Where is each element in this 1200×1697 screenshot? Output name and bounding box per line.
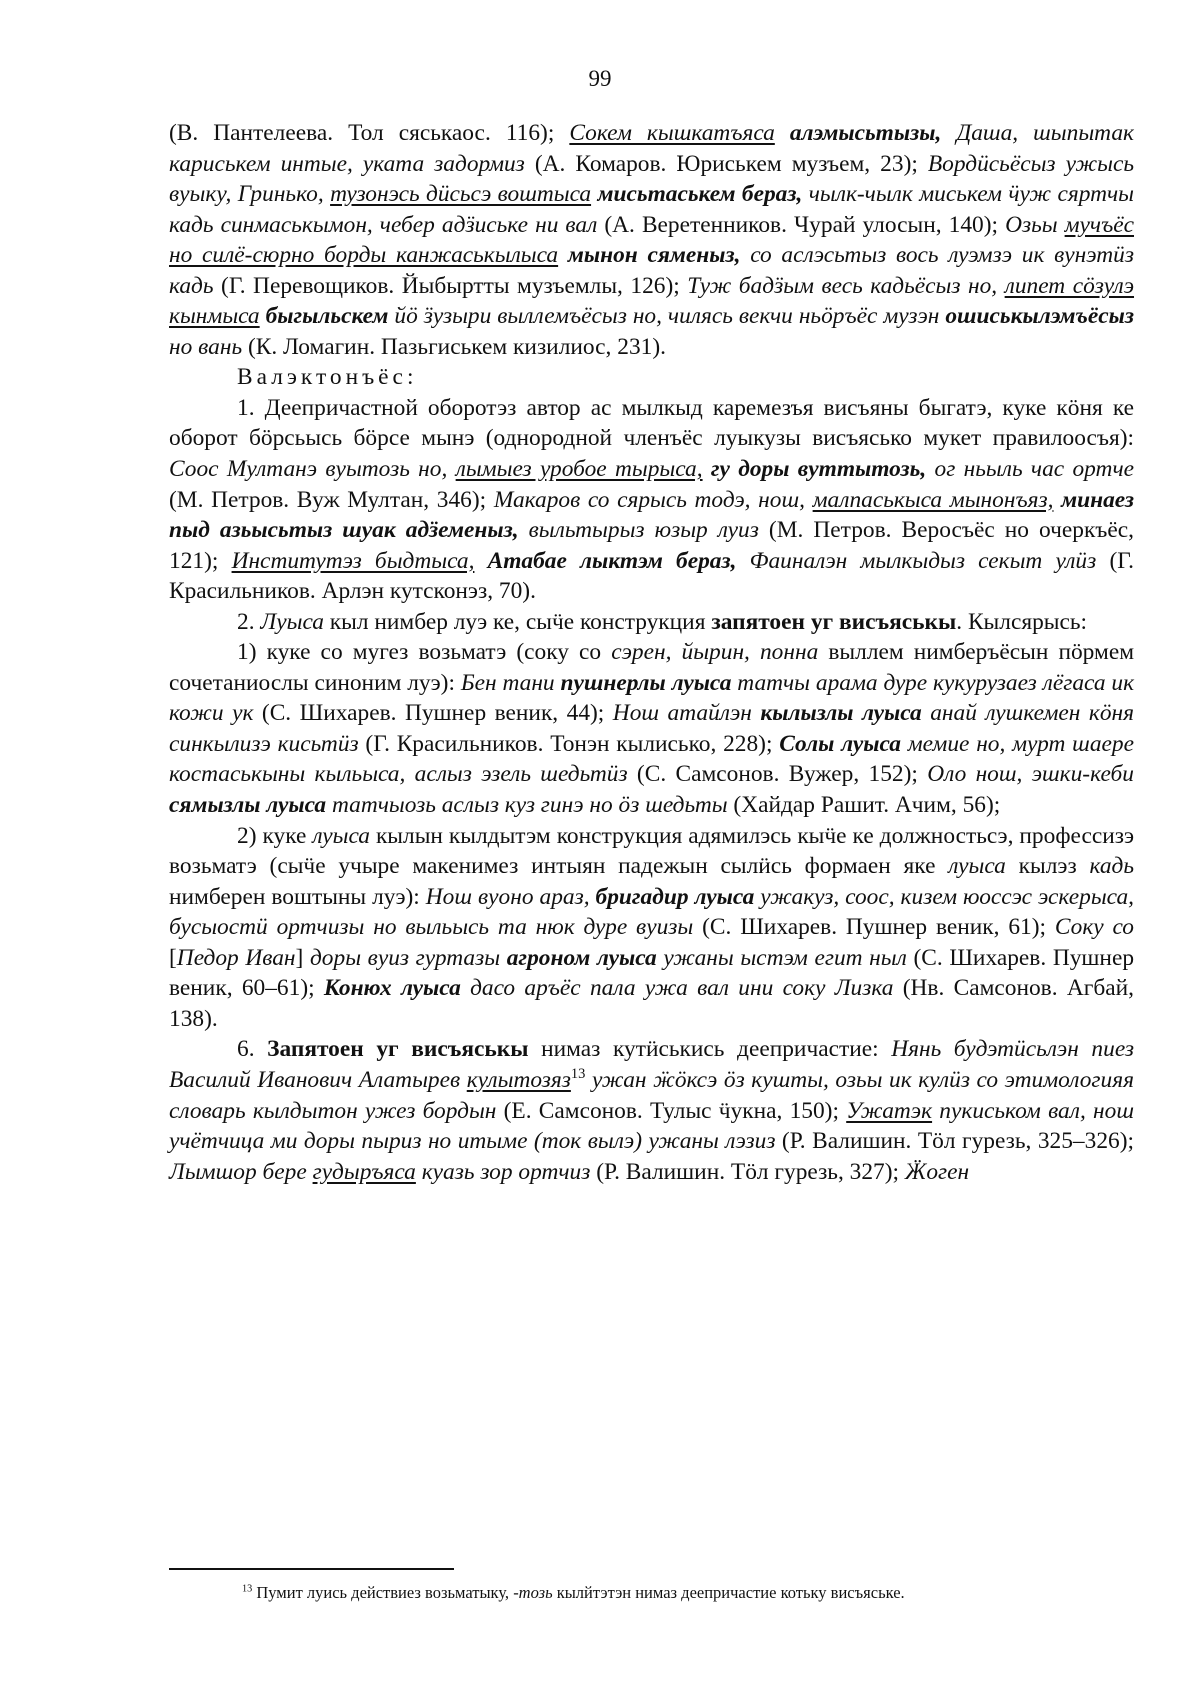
text-segment: Запятоен уг висъяськы: [267, 1036, 529, 1063]
text-segment: Валэктонъёс:: [237, 364, 418, 391]
text-segment: пушнерлы луыса: [560, 669, 732, 696]
text-segment: (А. Веретенников. Чурай улосын, 140);: [597, 211, 1006, 238]
paragraph-2-2: [169, 821, 1134, 1035]
text-segment: но вань: [169, 333, 243, 360]
text-segment: (Г. Красильников. Арлэн кутсконэз, 70).: [169, 547, 1134, 605]
text-segment: [775, 120, 790, 146]
text-segment: (М. Петров. Веросъёс но очеркъёс, 121);: [169, 517, 1135, 574]
text-segment: Солы луыса: [779, 730, 901, 757]
text-segment: ужан ӝӧксэ ӧз кушты, озьы ик кулӥз со этимологияя словарь кылдытон ужез бордын: [169, 1066, 1134, 1124]
text-segment: быгыльскем: [265, 303, 389, 330]
text-segment: (А. Комаров. Юриськем музъем, 23);: [524, 150, 928, 177]
text-segment: куазь зор ортчиз: [415, 1158, 591, 1185]
footnote-text-before: Пумит луись действиез возьматыку,: [252, 1583, 514, 1602]
text-segment: татчы арама дуре кукурузаез лёгаса ик кожи ук: [169, 669, 1135, 727]
text-segment: нимберен воштыны луэ):: [169, 883, 426, 910]
text-segment: (Г. Перевощиков. Йыбыртты музъемлы, 126);: [213, 272, 688, 299]
text-segment: Туж бадӟым весь кадьёсыз но,: [687, 272, 1005, 299]
text-segment: Озьы: [1005, 211, 1065, 238]
body-text: [169, 118, 1134, 1187]
text-segment: Нош атайлэн: [612, 700, 761, 727]
text-segment: Соку со: [1054, 914, 1134, 941]
text-segment: Даша, шыпытак кариськем интые, уката задормиз: [169, 120, 1134, 177]
continuation-paragraph: [169, 118, 1134, 362]
paragraph-1: [169, 393, 1134, 607]
page-number: 99: [588, 66, 612, 91]
text-segment: мисьтаськем бераз,: [597, 181, 803, 208]
text-segment: выльтырыз юзыр луиз: [518, 517, 759, 544]
text-segment: (Е. Самсонов. Тулыс ӵукна, 150);: [496, 1097, 847, 1124]
text-segment: кадь: [1089, 853, 1134, 880]
text-segment: гу доры вуттытозь,: [710, 456, 927, 483]
text-segment: чылк-чылк миськем ӵуж сяртчы кадь синмаськымон, чебер адӟиське ни вал: [169, 181, 1134, 238]
footnote-marker: 13: [242, 1583, 253, 1595]
text-segment: (Хайдар Рашит. Ачим, 56);: [727, 792, 1001, 819]
text-segment: сямызлы луыса: [169, 792, 327, 819]
text-segment: ошиськылэмъёсыз: [945, 303, 1134, 330]
text-segment: (С. Шихарев. Пушнер веник, 44);: [253, 700, 613, 727]
footnote-text-after: кылйтэтэн нимаз деепричастие котьку висъяське.: [552, 1583, 905, 1602]
text-segment: 2.: [237, 608, 261, 635]
text-segment: Бен тани: [460, 669, 561, 696]
text-segment: Ужатэк: [846, 1097, 933, 1124]
footnote-divider: [169, 1568, 454, 1570]
paragraph-2: [169, 607, 1134, 638]
text-segment: (К. Ломагин. Пазьгиськем кизилиос, 231).: [242, 333, 666, 360]
text-segment: минаез пыд азьысьтыз шуак адӟеменыз,: [169, 486, 1135, 544]
text-segment: кылызлы луыса: [760, 700, 922, 727]
text-segment: Соос Мултанэ вуытозь но,: [169, 456, 456, 483]
text-segment: доры вуиз гуртазы: [309, 944, 507, 971]
text-segment: 1) куке со мугез возьматэ (соку со: [237, 639, 612, 666]
text-segment: сэрен, йырин, понна: [611, 639, 819, 666]
text-segment: ]: [295, 944, 310, 971]
text-segment: (Р. Валишин. Тӧл гурезь, 327);: [590, 1158, 905, 1185]
text-segment: тузонэсь дӥсьсэ воштыса: [330, 181, 592, 208]
text-segment: Ӝоген: [904, 1158, 970, 1185]
text-segment: Нянь будэтӥсьлэн пиез Василий Иванович Алатырев: [169, 1036, 1135, 1093]
text-segment: [703, 456, 711, 482]
text-segment: Фаиналэн мылкыдыз секыт улӥз: [736, 547, 1097, 574]
text-segment: бригадир луыса: [595, 883, 755, 910]
text-segment: лымыез уробое тырыса,: [455, 456, 703, 483]
text-segment: агроном луыса: [506, 944, 657, 971]
text-segment: Институтэз быдтыса,: [231, 547, 475, 574]
footnote-text-italic: -тозь: [513, 1583, 553, 1602]
text-segment: со аслэсьтыз вось луэмзэ ик вунэтӥз кадь: [169, 242, 1134, 299]
text-segment: Лымшор бере: [169, 1158, 313, 1185]
text-segment: (Нв. Самсонов. Агбай, 138).: [169, 975, 1134, 1032]
text-segment: липет сӧзулэ кынмыса: [169, 272, 1135, 330]
text-segment: Вордӥсьёсыз ужысь вуыку, Гринько,: [169, 150, 1134, 208]
text-segment: малпаськыса мынонъяз,: [812, 486, 1054, 513]
text-segment: кулытозяз: [466, 1066, 571, 1093]
text-segment: 1. Деепричастной оборотэз автор ас мылкыд каремезъя висъяны быгатэ, куке кӧня ке оборот бӧрсьысь бӧрсе мынэ (однородной членъёс луыкузы висъясько мукет правилоосъя):: [169, 394, 1134, 452]
text-segment: ог ньыль час ортче: [926, 456, 1134, 483]
text-segment: (Р. Валишин. Тӧл гурезь, 325–326);: [775, 1128, 1135, 1155]
text-segment: мынон сяменыз,: [567, 242, 741, 269]
text-segment: кыл нимбер луэ ке, сыӵе конструкция: [323, 608, 712, 635]
text-segment: Педор Иван: [176, 944, 296, 971]
paragraph-6: [169, 1034, 1134, 1187]
text-segment: ужаны ыстэм егит ныл: [656, 944, 907, 971]
text-segment: луыса: [312, 822, 370, 849]
text-segment: (С. Шихарев. Пушнер веник, 61);: [693, 914, 1055, 941]
paragraph-2-1: [169, 637, 1134, 820]
footnote: [242, 1582, 1134, 1604]
text-segment: нимаз кутӥськись деепричастие:: [528, 1036, 892, 1063]
text-segment: татчыозь аслыз куз гинэ но ӧз шедьты: [326, 792, 728, 819]
text-segment: Нош вуоно араз,: [425, 883, 596, 910]
text-segment: дасо аръёс пала ужа вал ини соку Лизка: [460, 975, 894, 1002]
text-segment: алэмысьтызы,: [789, 120, 942, 146]
text-segment: (С. Самсонов. Вужер, 152);: [627, 761, 928, 788]
text-segment: мучъёс но силё-сюрно борды канжаськылыса: [169, 211, 1134, 269]
footnote-reference: 13: [570, 1066, 586, 1083]
text-segment: Конюх луыса: [323, 975, 461, 1002]
text-segment: Атабае лыктэм бераз,: [487, 547, 737, 574]
text-segment: ужакуз, соос, кизем юоссэс эскерыса, бусыостӥ ортчизы но выльысь та нюк дуре вуизы: [169, 883, 1134, 941]
text-segment: [: [169, 944, 177, 971]
text-segment: Оло нош, эшки-кеби: [927, 761, 1134, 788]
text-segment: пукиськом вал, нош учётчица ми доры пыриз но итыме (ток вылэ) ужаны лэзиз: [169, 1097, 1134, 1155]
text-segment: [1053, 487, 1061, 513]
text-segment: (Г. Красильников. Тонэн кылисько, 228);: [358, 730, 780, 757]
text-segment: кылэз: [1005, 853, 1090, 880]
text-segment: [474, 548, 487, 574]
text-segment: Сокем кышкатъяса: [569, 120, 775, 146]
text-segment: (М. Петров. Вуж Мултан, 346);: [169, 486, 494, 513]
text-segment: гудыръяса: [312, 1158, 416, 1185]
valektonyos-heading: [169, 362, 1134, 393]
text-segment: запятоен уг висъяськы: [711, 608, 957, 635]
text-segment: Макаров со сярысь тодэ, нош,: [493, 486, 813, 513]
text-segment: анай лушкемен кӧня синкылизэ кисьтӥз: [169, 700, 1134, 757]
text-segment: (С. Шихарев. Пушнер веник, 60–61);: [169, 944, 1135, 1002]
text-segment: выллем нимберъёсын пӧрмем сочетаниослы синоним луэ):: [169, 639, 1134, 696]
text-segment: луыса: [948, 853, 1006, 880]
text-segment: (В. Пантелеева. Тол сяськаос. 116);: [169, 120, 570, 146]
text-segment: мемие но, мурт шаере костаськыны кыльыса, аслыз эзель шедьтӥз: [169, 730, 1134, 788]
text-segment: Луыса: [260, 608, 324, 635]
text-segment: 6.: [237, 1036, 268, 1063]
text-segment: йӧ ӟузыри выллемъёсыз но, чилясь векчи ньӧръёс музэн: [388, 303, 946, 330]
text-segment: [558, 242, 568, 268]
text-segment: . Кылсярысь:: [956, 608, 1088, 635]
text-segment: 2) куке: [237, 822, 313, 849]
text-segment: кылын кылдытэм конструкция адямилэсь кыӵе ке должностьсэ, профессизэ возьматэ (сыӵе учыре макенимез интыян падежын сылӥсь формаен яке: [169, 822, 1135, 880]
